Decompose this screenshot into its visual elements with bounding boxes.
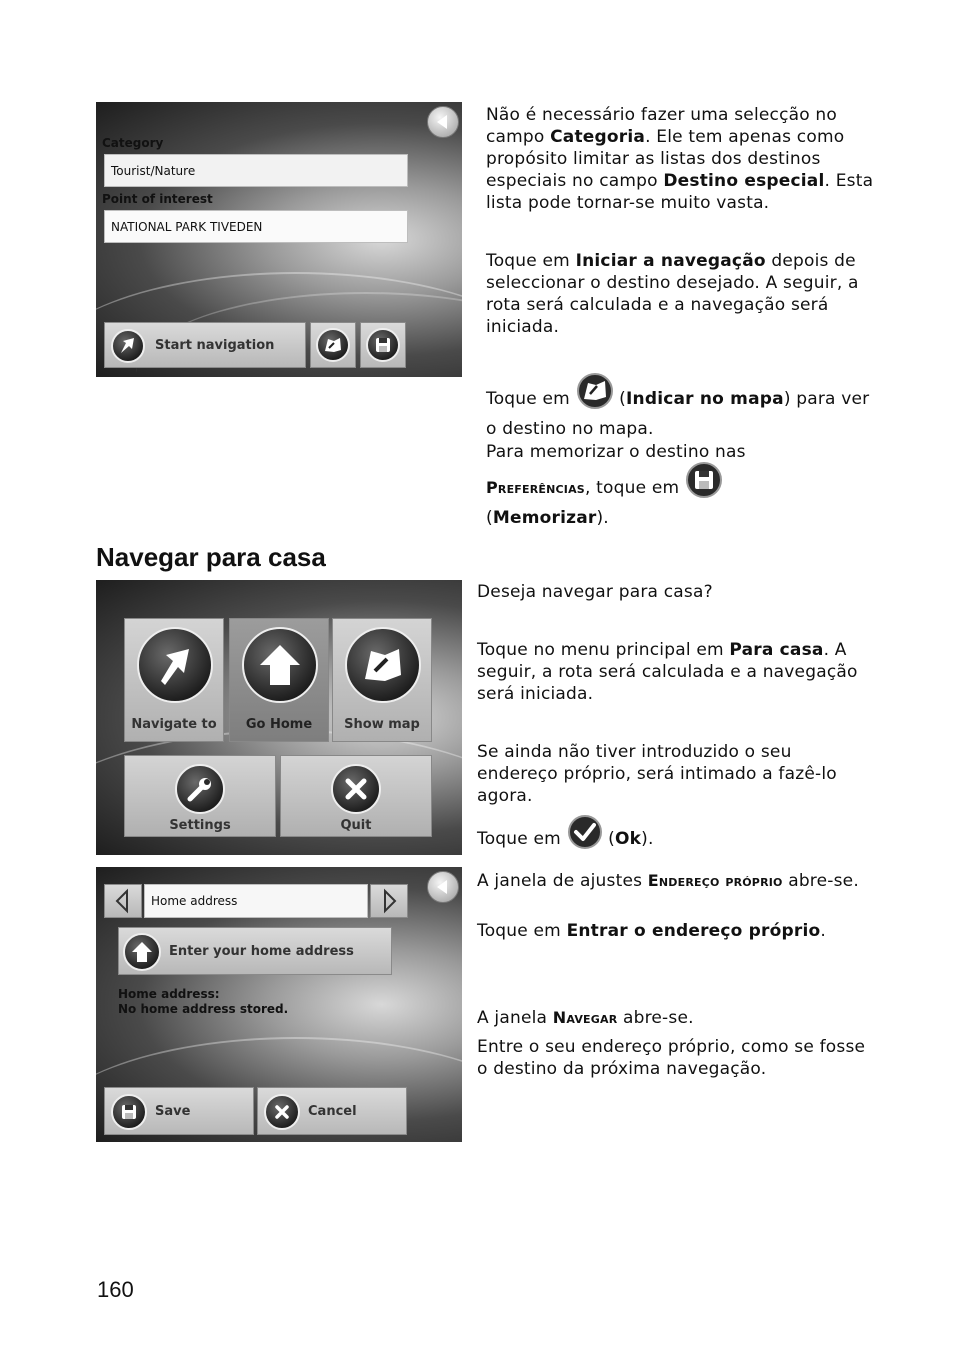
next-tab-button[interactable] xyxy=(370,884,408,918)
quit-button[interactable] xyxy=(280,755,432,837)
quit-label: Quit xyxy=(340,818,372,833)
text: Toque em xyxy=(486,389,576,409)
enter-home-address-label: Enter your home address xyxy=(169,944,354,959)
main-menu-screenshot xyxy=(96,580,462,855)
floppy-disk-icon xyxy=(111,1094,147,1130)
bold-text: Entrar o endereço próprio xyxy=(566,921,821,941)
category-label: Category xyxy=(102,136,164,150)
back-arrow-icon[interactable] xyxy=(427,871,459,903)
map-icon xyxy=(576,372,614,417)
text: Toque em xyxy=(486,251,576,271)
chevron-left-icon xyxy=(105,885,141,917)
cancel-label: Cancel xyxy=(308,1104,357,1119)
previous-tab-button[interactable] xyxy=(104,884,142,918)
bold-text: Indicar no mapa xyxy=(626,389,784,409)
bold-text: Categoria xyxy=(550,127,646,147)
home-address-label: Home address: xyxy=(118,987,220,1001)
text: . Ele tem apenas como propósito limitar as listas dos destinos especiais no campo xyxy=(486,127,845,191)
navigate-to-label: Navigate to xyxy=(131,717,217,732)
home-icon xyxy=(242,627,318,703)
map-icon xyxy=(316,328,350,362)
paragraph-enter-address xyxy=(477,920,877,942)
paragraph-show-map xyxy=(486,372,876,441)
paragraph-memorize-line2 xyxy=(486,461,876,530)
cancel-button[interactable] xyxy=(257,1087,407,1135)
save-label: Save xyxy=(155,1104,191,1119)
start-navigation-label: Start navigation xyxy=(155,338,275,353)
map-icon xyxy=(345,627,421,703)
paragraph-para-casa xyxy=(477,639,877,705)
text: A janela de ajustes xyxy=(477,871,648,891)
text: abre-se. xyxy=(617,1008,694,1028)
text: Toque no menu principal em xyxy=(477,640,730,660)
bold-text: Para casa xyxy=(729,640,824,660)
text: ( xyxy=(613,389,626,409)
close-icon xyxy=(331,764,381,814)
text: ). xyxy=(596,508,609,528)
text: Toque em xyxy=(477,829,567,849)
save-destination-button[interactable] xyxy=(360,322,406,368)
go-home-button[interactable] xyxy=(229,618,329,742)
home-address-screenshot xyxy=(96,867,462,1142)
bold-text: Iniciar a navegação xyxy=(575,251,766,271)
small-caps-text: Preferências xyxy=(486,478,585,497)
chevron-right-icon xyxy=(371,885,407,917)
home-icon xyxy=(123,933,161,971)
text: Se ainda não tiver introduzido o seu endereço próprio, será intimado a fazê-lo agora. xyxy=(477,742,837,806)
paragraph-memorize-line1 xyxy=(486,441,876,463)
text: A janela xyxy=(477,1008,553,1028)
text: abre-se. xyxy=(782,871,859,891)
text: ). xyxy=(641,829,654,849)
text: Para memorizar o destino nas xyxy=(486,442,746,462)
category-field[interactable] xyxy=(104,154,408,187)
small-caps-text: Navegar xyxy=(552,1008,618,1027)
show-map-label: Show map xyxy=(344,717,420,732)
settings-label: Settings xyxy=(169,818,231,833)
poi-value: NATIONAL PARK TIVEDEN xyxy=(111,219,263,234)
text: ( xyxy=(602,829,615,849)
text: Entre o seu endereço próprio, como se fosse o destino da próxima navegação. xyxy=(477,1037,866,1079)
home-address-value: No home address stored. xyxy=(118,1002,289,1016)
poi-field[interactable] xyxy=(104,210,408,243)
navigate-arrow-icon xyxy=(111,329,145,363)
bold-text: Memorizar xyxy=(492,508,597,528)
settings-tab-field xyxy=(144,884,368,918)
settings-button[interactable] xyxy=(124,755,276,837)
poi-screenshot xyxy=(96,102,462,377)
text: . Esta lista pode tornar-se muito vasta. xyxy=(486,171,874,213)
small-caps-text: Endereço próprio xyxy=(647,871,783,890)
text: ) para ver o destino no mapa. xyxy=(486,389,870,439)
text: . xyxy=(820,921,826,941)
text: Deseja navegar para casa? xyxy=(477,582,713,602)
navigate-arrow-icon xyxy=(137,627,213,703)
show-on-map-button[interactable] xyxy=(310,322,356,368)
page-number: 160 xyxy=(97,1277,134,1302)
go-home-label: Go Home xyxy=(245,717,313,732)
text: Toque em xyxy=(477,921,567,941)
enter-home-address-button[interactable] xyxy=(118,927,392,975)
floppy-disk-icon xyxy=(685,461,723,506)
close-icon xyxy=(264,1094,300,1130)
text: . A seguir, a rota será calculada e a navegação será iniciada. xyxy=(477,640,858,704)
paragraph-start-navigation xyxy=(486,250,876,338)
navigate-to-button[interactable] xyxy=(124,618,224,742)
paragraph-ok xyxy=(477,814,877,858)
paragraph-no-address xyxy=(477,741,877,807)
text: ( xyxy=(486,508,493,528)
category-value: Tourist/Nature xyxy=(111,163,196,178)
show-map-button[interactable] xyxy=(332,618,432,742)
paragraph-category xyxy=(486,104,876,214)
wrench-icon xyxy=(175,764,225,814)
paragraph-navigate-window xyxy=(477,1007,877,1029)
bold-text: Destino especial xyxy=(663,171,825,191)
text: Não é necessário fazer uma selecção no campo xyxy=(486,105,838,147)
floppy-disk-icon xyxy=(366,328,400,362)
paragraph-settings-window xyxy=(477,870,877,892)
bold-text: Ok xyxy=(615,829,642,849)
checkmark-icon xyxy=(567,814,603,858)
start-navigation-button[interactable] xyxy=(104,322,306,368)
paragraph-enter-destination xyxy=(477,1036,877,1080)
section-heading: Navegar para casa xyxy=(96,542,326,572)
poi-label: Point of interest xyxy=(102,192,213,206)
back-arrow-icon[interactable] xyxy=(427,106,459,138)
save-button[interactable] xyxy=(104,1087,254,1135)
text: , toque em xyxy=(584,478,685,498)
paragraph-navigate-home xyxy=(477,581,877,603)
text: depois de seleccionar o destino desejado. A seguir, a rota será calculada e a navegação será iniciada. xyxy=(486,251,859,337)
home-address-tab-label: Home address xyxy=(151,894,238,908)
